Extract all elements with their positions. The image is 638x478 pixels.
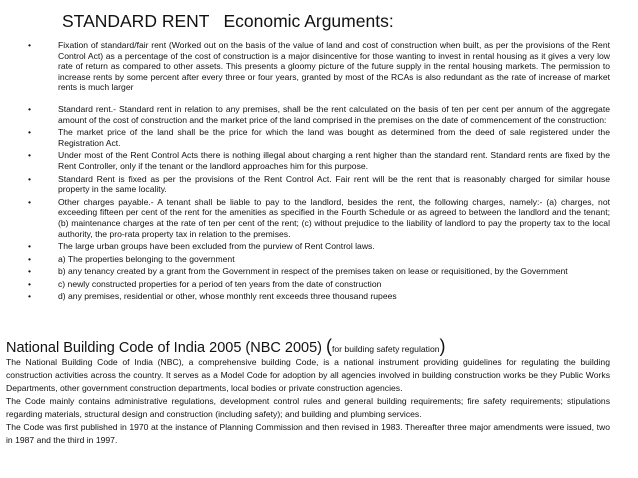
nbc-paren-open: ( <box>326 336 333 356</box>
nbc-heading-text: National Building Code of India 2005 (NBC 2005) <box>6 340 327 356</box>
nbc-section-heading <box>6 337 632 358</box>
bullet-dot: • <box>28 241 32 252</box>
bullet-dot: • <box>28 278 32 289</box>
bullet-item <box>26 150 610 171</box>
nbc-paragraph: The National Building Code of India (NBC), a comprehensive building Code, is a national instrument providing guidelines for regulating the building construction activities across the country. It serves as a Model Code for adoption by all agencies involved in building construction works be they Public Works Departments, other government construction departments, local bodies or private construction agencies. <box>6 357 610 393</box>
bullet-dot: • <box>28 196 32 207</box>
nbc-paren-close: ) <box>439 336 446 356</box>
bullet-item <box>26 127 610 148</box>
bullet-item <box>26 266 610 277</box>
bullet-dot: • <box>28 266 32 277</box>
bullet-text: The large urban groups have been excluded from the purview of Rent Control laws. <box>58 241 375 252</box>
bullet-item <box>26 174 610 195</box>
bullet-text: b) any tenancy created by a grant from the Government in respect of the premises taken on lease or requisitioned, by the Government <box>58 266 568 277</box>
bullet-text: a) The properties belonging to the government <box>58 253 235 264</box>
bullet-text: The market price of the land shall be the price for which the land was bought as determined from the deed of sale registered under the Registration Act. <box>58 127 610 148</box>
bullet-item <box>26 241 610 252</box>
nbc-heading-note: for building safety regulation <box>332 344 440 354</box>
bullet-dot: • <box>28 150 32 161</box>
nbc-section-body <box>6 356 610 447</box>
bullet-dot: • <box>28 40 32 50</box>
nbc-paragraph: The Code mainly contains administrative regulations, development control rules and general building requirements; fire safety requirements; stipulations regarding materials, structural design and construction (including safety); and building and plumbing services. <box>6 396 610 419</box>
standard-rent-bullet-list <box>26 40 610 304</box>
bullet-dot: • <box>28 291 32 302</box>
bullet-item <box>26 279 610 290</box>
bullet-item <box>26 197 610 239</box>
bullet-item <box>26 104 610 125</box>
bullet-text: d) any premises, residential or other, whose monthly rent exceeds three thousand rupees <box>58 291 397 302</box>
slide-title <box>62 10 394 32</box>
slide-title-main: STANDARD RENT <box>62 11 210 31</box>
bullet-dot: • <box>28 127 32 138</box>
bullet-text: Under most of the Rent Control Acts there is nothing illegal about charging a rent higher than the standard rent. Standard rents are fixed by the Rent Controller, only if the tenant or the landlord approaches him for this purpose. <box>58 150 610 171</box>
bullet-text: Other charges payable.- A tenant shall be liable to pay to the landlord, besides the rent, the following charges, namely:- (a) charges, not exceeding fifteen per cent of the rent for the amenities as specified in the Fourth Schedule or as agreed to between the landlord and the tenant; (b) maintenance charges at the rate of ten per cent of the rent; (c) without prejudice to the liability of landlord to pay the property tax to the local authority, the pro-rata property tax in relation to the premises. <box>58 196 610 239</box>
bullet-text: Standard rent.- Standard rent in relation to any premises, shall be the rent calculated on the basis of ten per cent per annum of the aggregate amount of the cost of construction and the market price of the land comprised in the premises on the date of commencement of the construction: <box>58 103 610 125</box>
bullet-text: Fixation of standard/fair rent (Worked out on the basis of the value of land and cost of construction when built, as per the provisions of the Rent Control Act) as a percentage of the cost of construction is a major disincentive for those wanting to invest in rental housing as it gives a very low rate of return as compared to other assets. This presents a gloomy picture of the future supply in the rental housing markets. The permission to increase rents by some percent after every three or four years, granted by most of the RCAs is also redundant as the rate of increase of market rents is much larger <box>58 40 610 93</box>
bullet-item <box>26 291 610 302</box>
bullet-text: Standard Rent is fixed as per the provisions of the Rent Control Act. Fair rent will be the rent that is reasonably charged for similar house property in the same locality. <box>58 173 610 195</box>
bullet-dot: • <box>28 253 32 264</box>
nbc-paragraph: The Code was first published in 1970 at the instance of Planning Commission and then revised in 1983. Thereafter three major amendments were issued, two in 1987 and the third in 1997. <box>6 422 610 445</box>
bullet-item <box>26 40 610 93</box>
bullet-text: c) newly constructed properties for a period of ten years from the date of construction <box>58 278 382 289</box>
slide-title-sub: Economic Arguments: <box>223 11 394 31</box>
bullet-item <box>26 254 610 265</box>
bullet-dot: • <box>28 173 32 184</box>
bullet-dot: • <box>28 103 32 114</box>
